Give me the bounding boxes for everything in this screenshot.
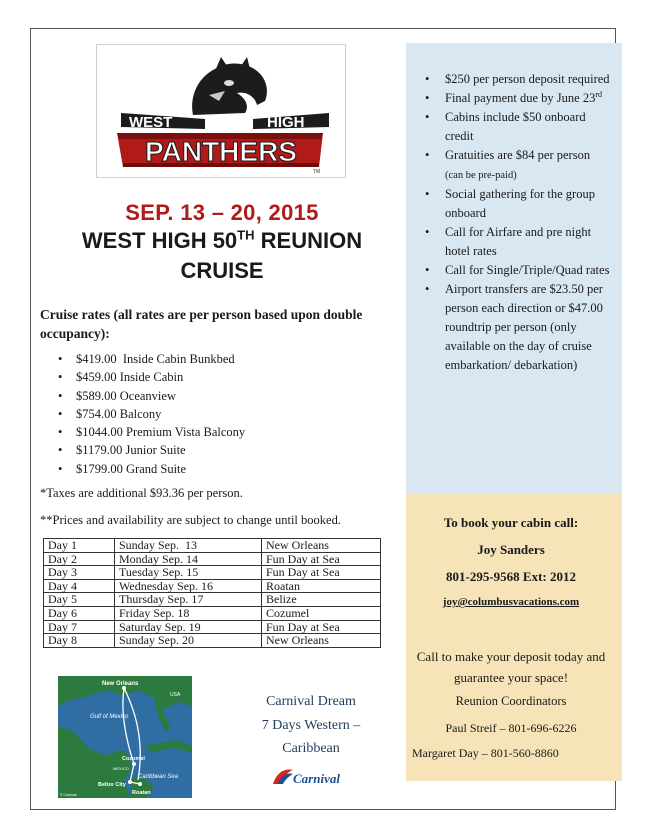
rate-item: • $419.00 Inside Cabin Bunkbed (58, 350, 245, 368)
coordinator-margaret: Margaret Day – 801-560-8860 (412, 746, 559, 760)
rate-item: • $1044.00 Premium Vista Balcony (58, 423, 245, 441)
info-bullets (420, 70, 616, 375)
svg-text:USA: USA (170, 692, 181, 698)
coordinators-heading: Reunion Coordinators (455, 694, 567, 708)
taxes-note: *Taxes are additional $93.36 per person. (40, 486, 243, 500)
booking-panel (406, 493, 622, 781)
carnival-logo (271, 764, 361, 788)
rate-item: • $589.00 Oceanview (58, 387, 245, 405)
svg-text:MEXICO: MEXICO (113, 766, 129, 771)
list-item: • Final payment due by June 23rd (420, 89, 616, 108)
table-row: Day 7 Saturday Sep. 19 Fun Day at Sea (44, 620, 381, 634)
table-row: Day 3 Tuesday Sep. 15 Fun Day at Sea (44, 566, 381, 580)
contact-phone[interactable]: 801-295-9568 Ext: 2012 (446, 569, 576, 584)
route-map (58, 676, 192, 798)
rate-item: • $459.00 Inside Cabin (58, 368, 245, 386)
svg-text:Carnival: Carnival (293, 771, 340, 786)
contact-email-link[interactable]: joy@columbusvacations.com (442, 596, 580, 608)
prices-note: **Prices and availability are subject to change until booked. (40, 513, 341, 527)
list-item: • Gratuities are $84 per person (can be pre-paid) (420, 146, 616, 185)
svg-text:TM: TM (313, 169, 321, 175)
table-row: Day 5 Thursday Sep. 17 Belize (44, 593, 381, 607)
cruise-dates: SEP. 13 – 20, 2015 (125, 200, 319, 225)
list-item: • Cabins include $50 onboard credit (420, 108, 616, 146)
table-row: Day 2 Monday Sep. 14 Fun Day at Sea (44, 552, 381, 566)
list-item: • Social gathering for the group onboard (420, 185, 616, 223)
booking-heading: To book your cabin call: (443, 515, 579, 530)
rate-item: • $1179.00 Junior Suite (58, 441, 245, 459)
svg-text:© Carnival: © Carnival (60, 793, 77, 797)
table-row: Day 1 Sunday Sep. 13 New Orleans (44, 539, 381, 553)
list-item: • Call for Single/Triple/Quad rates (420, 261, 616, 280)
coordinator-paul: Paul Streif – 801-696-6226 (445, 721, 577, 735)
rate-list (58, 350, 245, 478)
svg-text:WEST: WEST (129, 114, 173, 131)
svg-text:Belize City: Belize City (98, 782, 126, 788)
table-row: Day 8 Sunday Sep. 20 New Orleans (44, 634, 381, 648)
svg-text:Cozumel: Cozumel (122, 756, 145, 762)
svg-text:Gulf of Mexico: Gulf of Mexico (90, 714, 129, 720)
panther-icon (97, 45, 345, 177)
reunion-title: WEST HIGH 50TH REUNION CRUISE (81, 227, 363, 283)
ship-description: Carnival Dream 7 Days Western – Caribbean (261, 694, 361, 756)
itinerary-table (43, 538, 381, 648)
svg-text:PANTHERS: PANTHERS (145, 136, 297, 167)
contact-name: Joy Sanders (477, 542, 545, 557)
rate-item: • $754.00 Balcony (58, 405, 245, 423)
svg-text:New Orleans: New Orleans (102, 681, 139, 687)
rates-heading: Cruise rates (all rates are per person based upon double occupancy): (40, 307, 363, 341)
table-row: Day 4 Wednesday Sep. 16 Roatan (44, 579, 381, 593)
call-to-action: Call to make your deposit today and guarantee your space! (416, 649, 606, 685)
svg-text:HIGH: HIGH (267, 114, 305, 131)
list-item: • Call for Airfare and pre night hotel rates (420, 223, 616, 261)
rate-item: • $1799.00 Grand Suite (58, 460, 245, 478)
panthers-logo (96, 44, 346, 178)
list-item: • Airport transfers are $23.50 per person each direction or $47.00 roundtrip per person (only available on the day of cruise embarkation/ debarkation) (420, 280, 616, 375)
table-row: Day 6 Friday Sep. 18 Cozumel (44, 606, 381, 620)
list-item: • $250 per person deposit required (420, 70, 616, 89)
svg-text:Caribbean Sea: Caribbean Sea (138, 774, 179, 780)
svg-text:Roatan: Roatan (132, 790, 151, 796)
